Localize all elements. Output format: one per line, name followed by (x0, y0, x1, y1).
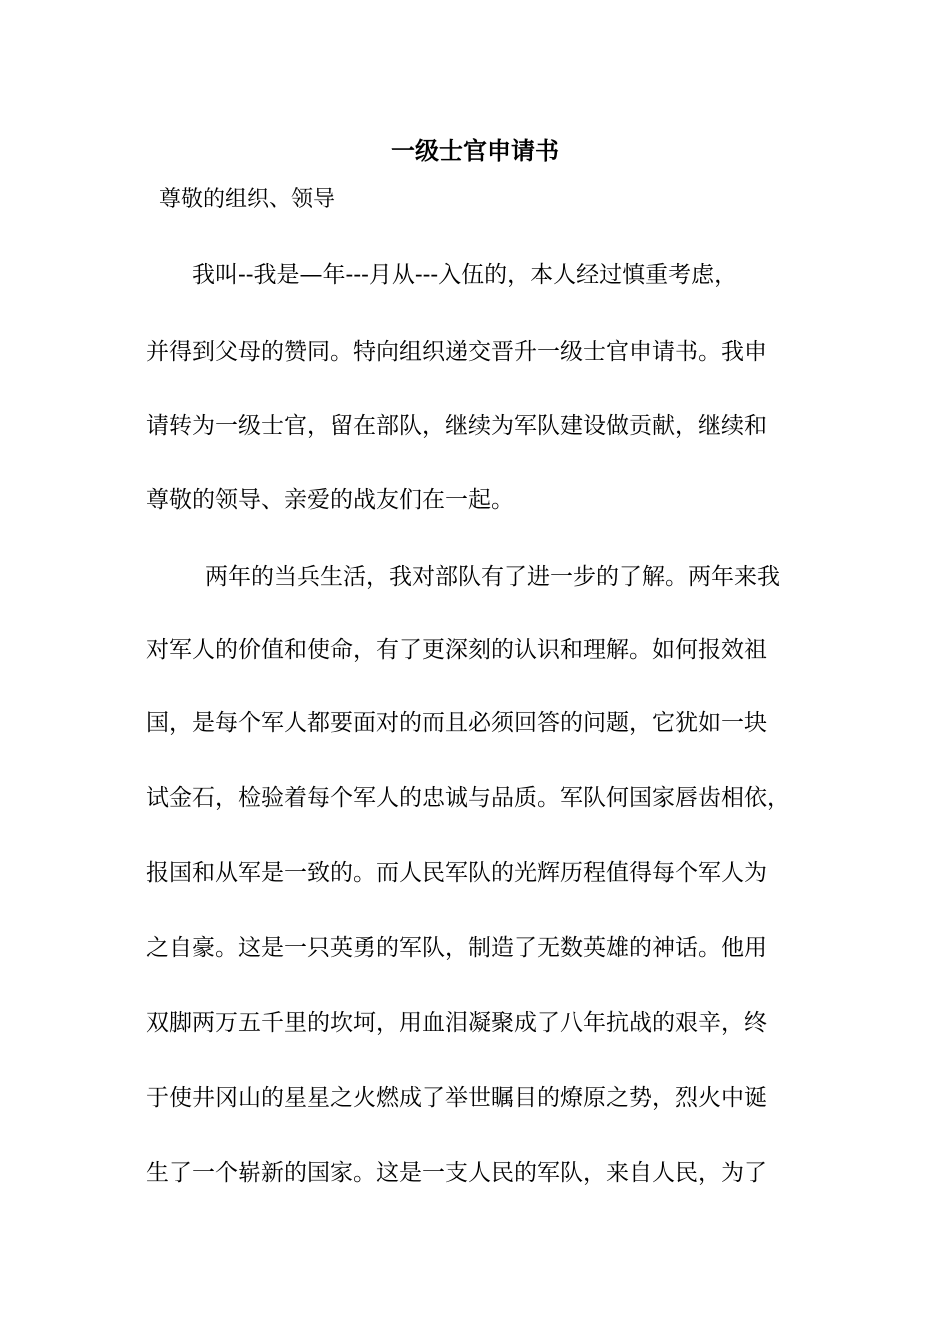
paragraph-line: 生了一个崭新的国家。这是一支人民的军队，来自人民，为了 (146, 1160, 767, 1186)
paragraph-line: 试金石，检验着每个军人的忠诚与品质。军队何国家唇齿相依， (146, 785, 790, 811)
paragraph-line: 双脚两万五千里的坎坷，用血泪凝聚成了八年抗战的艰辛，终 (146, 1010, 767, 1036)
paragraph-line: 请转为一级士官，留在部队，继续为军队建设做贡献，继续和 (146, 413, 767, 439)
paragraph-line: 两年的当兵生活，我对部队有了进一步的了解。两年来我 (205, 564, 780, 590)
salutation: 尊敬的组织、领导 (159, 187, 336, 212)
paragraph-line: 之自豪。这是一只英勇的军队，制造了无数英雄的神话。他用 (146, 935, 767, 961)
document-title: 一级士官申请书 (391, 136, 559, 165)
paragraph-line: 我叫--我是—年---月从---入伍的，本人经过慎重考虑， (192, 262, 738, 288)
paragraph-line: 国，是每个军人都要面对的而且必须回答的问题，它犹如一块 (146, 710, 767, 736)
paragraph-line: 对军人的价值和使命，有了更深刻的认识和理解。如何报效祖 (146, 637, 767, 663)
paragraph-line: 并得到父母的赞同。特向组织递交晋升一级士官申请书。我申 (146, 339, 767, 365)
paragraph-line: 尊敬的领导、亲爱的战友们在一起。 (146, 487, 514, 513)
paragraph-line: 于使井冈山的星星之火燃成了举世瞩目的燎原之势，烈火中诞 (146, 1085, 767, 1111)
paragraph-line: 报国和从军是一致的。而人民军队的光辉历程值得每个军人为 (146, 860, 767, 886)
